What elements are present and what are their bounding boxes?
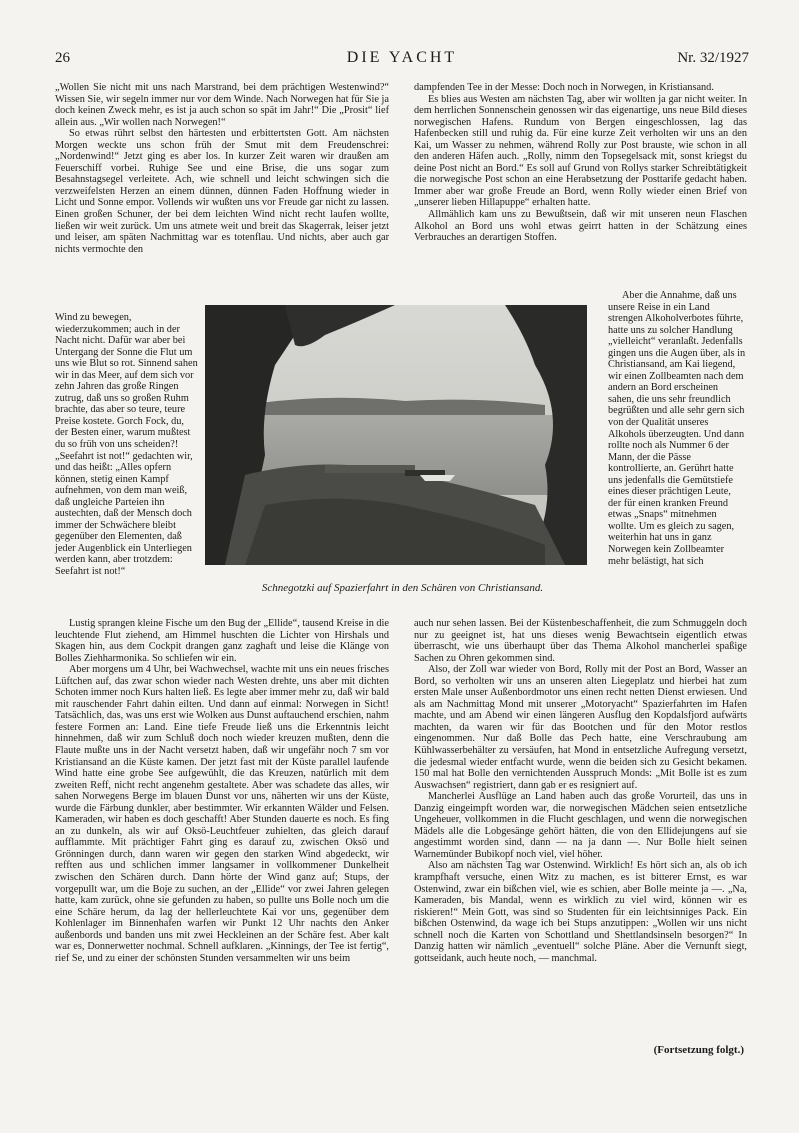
paragraph: Mancherlei Ausflüge an Land haben auch das große Vorurteil, das uns in Danzig eingeimpft worden war, die norwegischen Mädchen seien entsetzliche Ungeheuer, vollkommen in die Flucht geschlagen, und wenn die norwegischen Mädels alle die Lobgesänge gehört hätten, die von den Ellidejungens auf sie angestimmt worden sind, dann — na ja dann —. Nur Bolle hielt seinen Warnemünder Bubikopf noch viel, viel höher. bbox=[414, 791, 747, 860]
photo-image bbox=[205, 305, 587, 565]
article-column-right-top bbox=[414, 82, 747, 244]
paragraph: Also am nächsten Tag war Ostenwind. Wirklich! Es hört sich an, als ob ich krampfhaft versuche, einen Witz zu machen, es ist bitterer Ernst, es war Ostenwind, zwar ein bißchen viel, wie es schien, aber Bolle meinte ja —. „Na, Kameraden, bis Mandal, wenn es wirklich zu viel wird, können wir es riskieren!“ Mein Gott, was sind so Studenten für ein leichtsinniges Pack. Ein bißchen Ostenwind, da wage ich bei Stups anzutippen: „Wollen wir uns nicht schnell noch die Karten von Schottland und Shettlandsinseln besorgen?“ In Danzig hatten wir nämlich „eventuell“ solche Pläne. Aber die Vernunft siegt, gottseidank, auch heute noch, — manchmal. bbox=[414, 860, 747, 964]
paragraph: Allmählich kam uns zu Bewußtsein, daß wir mit unseren neun Flaschen Alkohol an Bord uns wohl etwas geirrt hatten in der Schätzung eines Verbrauches an derartigen Stoffen. bbox=[414, 209, 747, 244]
article-column-right-wrap bbox=[608, 290, 746, 567]
paragraph: dampfenden Tee in der Messe: Doch noch in Norwegen, in Kristiansand. bbox=[414, 82, 714, 93]
photo-caption: Schnegotzki auf Spazierfahrt in den Schären von Christiansand. bbox=[261, 582, 544, 594]
paragraph: auch nur sehen lassen. Bei der Küstenbeschaffenheit, die zum Schmuggeln doch nur zu geeignet ist, hat uns dieses wenig Bewachtsein eigentlich etwas überrascht, wie uns überhaupt über das Thema Alkohol mancherlei spaßige Sachen zu Ohren gekommen sind. bbox=[414, 618, 747, 664]
paragraph: Aber die Annahme, daß uns unsere Reise in ein Land strengen Alkoholverbotes führte, hatte uns zu solcher Handlung „vielleicht“ veranlaßt. Jedenfalls gingen uns die Augen über, als in Christiansand, am Kai liegend, wir einen Zollbeamten nach dem andern an Bord erscheinen sahen, die uns sehr freundlich begrüßten und alle sehr gern sich von der Qualität unseres Alkohols überzeugten. Und dann rollte noch als Nummer 6 der Mann, der die Pässe kontrollierte, an. Gerührt hatte uns jedenfalls die Gemütstiefe eines dieser prächtigen Leute, der für einen kranken Freund etwas „Snaps“ mitnehmen wollte. Um es gleich zu sagen, weiterhin hat uns in ganz Norwegen kein Zollbeamter mehr belästigt, hat sich bbox=[608, 290, 746, 567]
article-column-left-wrap bbox=[55, 312, 199, 578]
article-column-right-bottom bbox=[414, 618, 747, 964]
paragraph: Also, der Zoll war wieder von Bord, Rolly mit der Post an Bord, Wasser an Bord, so verholten wir uns an unseren alten Liegeplatz und hierbei hat zum ersten Male unser Außenbordmotor uns einen recht netten Dienst erwiesen. Und als am Nachmittag Mond mit unserer „Motoryacht“ Spazierfahrten im Hafen machte, und am Abend wir einen längeren Ausflug den Kopdalsfjord aufwärts machten, da waren wir für das Bootchen und für den Motor restlos eingenommen. Nur daß Bolle das Pech hatte, eine Verschraubung am Kühlwasserbehälter zu versäufen, hat Mond in entsetzliche Aufregung versetzt, die jedesmal wieder entfacht wurde, wenn die beiden sich zu Gesicht bekamen. 150 mal hat Bolle den vernichtenden Ausspruch Monds: „Mit Bolle ist es zum Auswachsen“ registriert, dann gab er es resigniert auf. bbox=[414, 664, 747, 791]
page-number: 26 bbox=[55, 50, 70, 66]
article-column-left-top bbox=[55, 82, 389, 255]
magazine-title: DIE YACHT bbox=[346, 49, 458, 66]
article-column-left-bottom bbox=[55, 618, 389, 964]
paragraph: So etwas rührt selbst den härtesten und erbittertsten Gott. Am nächsten Morgen weckte uns schon früh der Smut mit dem Freudenschrei: „Nordenwind!“ Jetzt ging es aber los. In kurzer Zeit waren wir draußen am Feuerschiff vorbei. Ruhige See und eine Brise, die uns sogar zum Besahnstagsegel verleitete. Ach, wie schnell und leicht schwingen sich die verzweifelsten Herzen an einem dünnen, dünnen Faden Hoffnung wieder in Licht und Sonne empor. Vollends wir wußten uns vor Freude gar nicht zu lassen. Einen großen Schuner, der bei dem leichten Wind nicht recht laufen wollte, ließen wir weit zurück. Um uns atmete weit und breit das Skagerrak, leiser jetzt und leiser, am späten Nachmittag war es totenflau. Und nichts, aber auch gar nichts vermochte den bbox=[55, 128, 389, 255]
continuation-note: (Fortsetzung folgt.) bbox=[653, 1044, 744, 1056]
paragraph: Aber morgens um 4 Uhr, bei Wachwechsel, wachte mit uns ein neues frisches Lüftchen auf, das zwar schon wieder nach Westen drehte, uns aber mit dichten Schoten immer noch Kurs halten ließ. Es legte aber immer mehr zu, daß wir bald mit rauschender Fahrt dahin eilten. Und dann auf einmal: Norwegen in Sicht! Tatsächlich, das, was uns erst wie Wolken aus Dunst auftauchend erschien, nahm festere Formen an: Land. Eine tiefe Freude ließ uns die Erkenntnis leicht hinnehmen, daß wir zum Schluß doch noch wieder kreuzen mußten, denn die Flaute mußte uns in der Nacht versetzt haben, daß wir ungefähr noch 7 sm vor Kristiansand an die Küste kamen. Der jetzt fast mit der Küste parallel laufende Wind hatte eine grobe See aufgewühlt, die das Kreuzen, natürlich mit dem zweiten Reff, nicht recht angenehm gestaltete. Aber was schadete das alles, wir sahen Norwegens Berge im blauen Dunst vor uns, näherten wir uns der Küste, wurde die Färbung dunkler, aber bestimmter. Wir erkannten Wälder und Felsen. Kameraden, wir haben es doch geschafft! Aber Stunden dauerte es noch. Es fing an zu dunkeln, als wir auf Oksö-Leuchtfeuer zuhielten, das gleich darauf aufflammte. Mit prächtiger Fahrt ging es darauf zu, zwischen Oksö und Grönningen durch, dann waren wir gegen den starken Wind abgedeckt, wir refften aus und schlichen immer langsamer in vollkommener Dunkelheit zwischen den Schären durch. Dann hörte der Wind ganz auf; Stups, der vorgepullt war, um die Boje zu suchen, an der „Ellide“ vor zwei Jahren gelegen hatte, kam zurück, ohne sie gefunden zu haben, so pullte uns Bolle noch um die eine Schäre herum, da lag der hellerleuchtete Kai vor uns, gegenüber dem Kohlenlager im Binnenhafen warfen wir Punkt 12 Uhr nachts den Anker außenbords und banden uns mit zwei Heckleinen an der Schäre fest. Aber kalt war es, Donnerwetter nochmal. Schnell aufklaren. „Kinnings, der Tee ist fertig“, rief Se, und zu einer der schönsten Stunden versammelten wir uns beim bbox=[55, 664, 389, 964]
issue-number: Nr. 32/1927 bbox=[677, 50, 749, 66]
harbour-photo bbox=[205, 305, 587, 565]
page-header bbox=[55, 50, 749, 70]
paragraph: „Wollen Sie nicht mit uns nach Marstrand, bei dem prächtigen Westenwind?“ Wissen Sie, wir segeln immer nur vor dem Winde. Nach Norwegen hat für Sie ja doch keinen Zweck mehr, es ist ja auch schon so spät im Jahr!“ Die „Prosit“ lief allein aus. „Wir wollen nach Norwegen!“ bbox=[55, 82, 389, 128]
paragraph: Wind zu bewegen, wiederzukommen; auch in der Nacht nicht. Dafür war aber bei Untergang der Sonne die Flut um uns wie Blut so rot. Sinnend sahen wir in das Meer, auf dem sich vor zehn Jahren das große Ringen zutrug, daß uns so großen Ruhm brachte, das aber so teure, teure Preise kostete. Gorch Fock, du, der Besten einer, warum mußtest du so früh von uns scheiden?! „Seefahrt ist not!“ gedachten wir, und das heißt: „Alles opfern können, stetig einen Kampf aufnehmen, von dem man weiß, daß ungleiche Parteien ihn austechten, daß der Mensch doch immer der Schwächere bleibt gegenüber den Elementen, daß jeder Augenblick ein Unterliegen werden kann, aber trotzdem: Seefahrt ist not!“ bbox=[55, 312, 198, 578]
paragraph: Lustig sprangen kleine Fische um den Bug der „Ellide“, tausend Kreise in die leuchtende Flut ziehend, am Himmel huschten die Lichter von Hirshals und Skagen hin, aus dem Cockpit drangen ganz zaghaft und leise die Klänge von Bolles Ziehharmonika. So schliefen wir ein. bbox=[55, 618, 389, 664]
paragraph: Es blies aus Westen am nächsten Tag, aber wir wollten ja gar nicht weiter. In dem herrlichen Sonnenschein genossen wir das eigenartige, uns neue Bild dieses norwegischen Hafens. Rundum von Bergen eingeschlossen, lag das Hafenbecken still und ruhig da. Für eine kurze Zeit verholten wir uns an den Kai, um Wasser zu nehmen, während Rolly zur Post brauste, wie schon in all den anderen Häfen auch. „Rolly, nimm den Topsegelsack mit, sonst kriegst du deine Post nicht an Bord.“ Es soll auf Grund von Rollys starker Schreibtätigkeit die norwegische Post schon an eine Herabsetzung der Posttarife gedacht haben. Immer aber war große Freude an Bord, wenn Rolly wieder einen Brief von „unserer lieben Hillapuppe“ erhalten hatte. bbox=[414, 93, 747, 209]
